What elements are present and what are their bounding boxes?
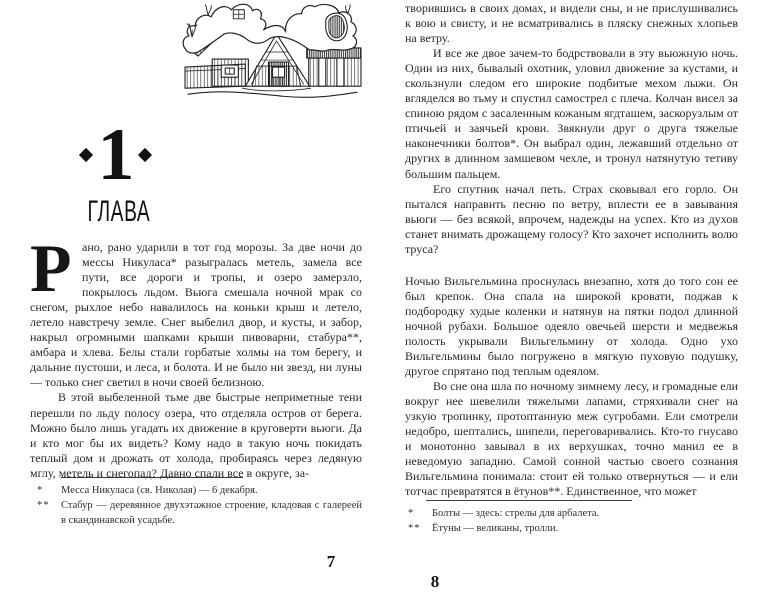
footnote-rule [61, 477, 243, 478]
footnote-text: Стабур — деревянное двухэтажное строение, кладовая с галереей в скандинавской усадьбе. [61, 500, 362, 526]
left-page-number: 7 [326, 552, 336, 571]
footnote-marker: * [37, 485, 44, 496]
chapter-number: 1 [97, 114, 133, 196]
paragraph: И все же двое зачем-то бодрствовали в эту вьюжную ночь. Один из них, бывалый охотник, уловил движение за кустами, и скользнули следом его широкие подбитые мехом лыжи. Он вгляделся во тьму и спустил самострел с плеча. Колчан висел за спиною рядом с засаленным кожаным ягдташем, заскорузлым от птичьей и заячьей крови. Звякнули друг о друга тяжелые наконечники болтов*. Он выбрал один, лежавший отдельно от других в длинном замшевом чехле, и тронул натянутую тетиву большим пальцем. [405, 46, 738, 181]
right-page-text [405, 1, 738, 500]
paragraph: творившись в своих домах, и видели сны, и не прислушивались к вою и свисту, и не всматривались в пляску снежных хлопьев на ветру. [405, 1, 738, 46]
paragraph [30, 230, 362, 390]
left-page-text [30, 230, 362, 481]
chapter-heading [72, 114, 158, 228]
paragraph: Во сне она шла по ночному зимнему лесу, и громадные ели вокруг нее шевелили тяжелыми лапами, стряхивали снег на узкую тропинку, протоптанную меж сугробами. Ели смотрели недобро, шептались, шипели, переговаривались. Кто-то гнусаво и монотонно завывал в их верхушках, точно манил ее в неведомую западню. Самой сонной частью своего сознания Вильгельмина понимала: стоит ей только отвернуться — и ели тотчас превратятся в ётунов**. Единственное, что может [405, 379, 738, 499]
right-page-footnotes [405, 500, 738, 536]
footnote [30, 483, 362, 498]
snowy-village-illustration [182, 3, 363, 102]
paragraph: Его спутник начал петь. Страх сковывал его горло. Он пытался направить песню по ветру, вплести ее в завывания вьюги — без всякой, впрочем, надежды на успех. Кто из духов станет внимать дрожащему голосу? Кто захочет исполнить волю труса? [405, 181, 738, 256]
chapter-number-row [72, 114, 158, 196]
diamond-ornament-icon [137, 148, 151, 162]
chapter-label: ГЛАВА [87, 195, 151, 228]
footnote-rule [426, 500, 632, 501]
paragraph: Ночью Вильгельмина проснулась внезапно, хотя до того сон ее был крепок. Она спала на широкой кровати, поджав к подбородку худые коленки и натянув на пятки подол длинной ночной рубахи. Большое одеяло овечьей шерсти и медвежья полость укрывали Вильгельмину от холода. Одно ухо Вильгельмины было погружено в мягкую пуховую подушку, другое спрятано под теплым одеялом. [405, 273, 738, 379]
footnote [405, 521, 738, 536]
footnote-text: Ётуны — великаны, тролли. [432, 523, 559, 534]
footnote-marker: ** [37, 500, 50, 511]
right-page-number: 8 [430, 572, 440, 591]
diamond-ornament-icon [78, 148, 92, 162]
footnote [30, 498, 362, 528]
footnote-text: Месса Никуласа (св. Николая) — 6 декабря. [61, 485, 258, 496]
drop-cap: Р [30, 230, 72, 306]
paragraph-text: ано, рано ударили в тот год морозы. За две ночи до мессы Никуласа* разыгралась метель, замела все пути, все дороги и тропы, и озеро замерзло, покрылось льдом. Вьюга смешала ночной мрак со снегом, рыхлое небо навалилось на коньки крыш и летело, летело навстречу земле. Снег выбелил двор, и кусты, и забор, накрыл огромными шапками крыши пивоварни, стабура**, амбара и хлева. Белы стали горбатые холмы на том берегу, и дальние пустоши, и леса, и болота. И не было ни звезд, ни луны — только снег светил в ночи своей белизною. [30, 240, 362, 390]
left-page-footnotes [30, 477, 362, 528]
footnote-marker: * [408, 508, 415, 519]
footnote-text: Болты — здесь: стрелы для арбалета. [432, 508, 600, 519]
paragraph: В этой выбеленной тьме две быстрые неприметные тени перешли по льду полосу озера, что отделяла остров от берега. Можно было лишь угадать их движение в круговерти вьюги. Да и кто мог бы их видеть? Кому надо в такую ночь покидать теплый дом и дрожать от холода, пробираясь через ледяную мглу, метель и снегопад? Давно спали все в округе, за- [30, 390, 362, 480]
footnote-marker: ** [408, 523, 421, 534]
footnote [405, 506, 738, 521]
